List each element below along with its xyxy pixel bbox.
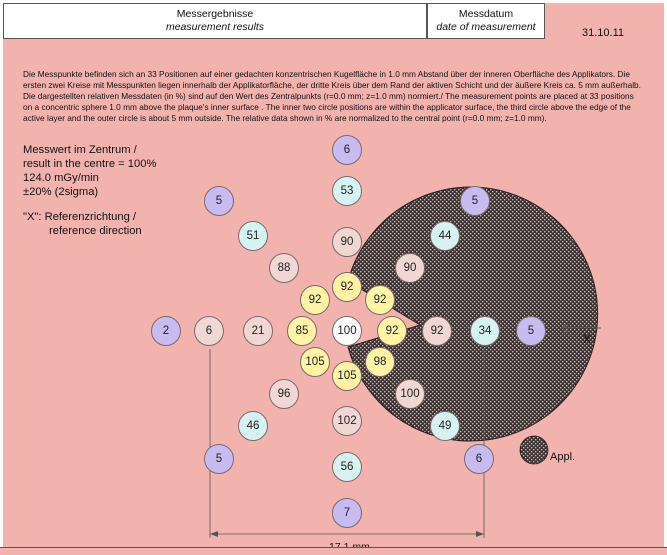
point-edge-n: 53 — [332, 176, 362, 206]
description-text: Die Messpunkte befinden sich an 33 Positionen auf einer gedachten konzentrischen Kugelfläche in 1.0 mm Abstand über der inneren Oberfläche des Applikators. Die ersten zwei Kreise mit Messpunkten liegen innerhalb der Applikatorfläche, der dritte Kreis über dem Rand der aktiven Schicht und der äußere Kreis ca. 5 mm außerhalb. Die dargestellten relativen Messdaten (in %) sind auf den Wert des Zentralpunkts (r=0.0 mm; z=1.0 mm) normiert./ The measurement points are placed at 33 positions on a concentric sphere 1.0 mm above the plaque's inner surface . The inner two circle positions are within the applicator surface, the third circle above the edge of the active layer and the outer circle is about 5 mm outside. The relative data shown in % are normalized to the central point (r=0.0 mm; z=1.0 mm). — [23, 69, 641, 123]
point-inner-w: 85 — [287, 316, 317, 346]
dimension-arrow-right — [476, 531, 484, 537]
reference-line-1: "X": Referenzrichtung / — [23, 211, 137, 223]
point-outer-e: 5 — [516, 316, 546, 346]
point-middle-w: 21 — [243, 316, 273, 346]
point-edge-ne: 44 — [430, 221, 460, 251]
date-value: 31.10.11 — [581, 27, 624, 39]
applicator-legend-label: Appl. — [550, 451, 576, 463]
point-inner-e: 92 — [377, 316, 407, 346]
point-inner-se: 98 — [365, 347, 395, 377]
point-center: 100 — [332, 316, 362, 346]
point-middle-s: 102 — [332, 406, 362, 436]
point-middle-se: 100 — [395, 379, 425, 409]
point-middle-nw: 88 — [269, 253, 299, 283]
info-line-3: 124.0 mGy/min — [23, 172, 99, 184]
date-title-en: date of measurement — [436, 21, 536, 33]
point-outer-nw: 5 — [204, 186, 234, 216]
results-title-de: Messergebnisse — [176, 8, 254, 20]
point-outer-se: 6 — [464, 444, 494, 474]
point-edge-w: 6 — [194, 316, 224, 346]
point-inner-s: 105 — [332, 361, 362, 391]
dimension-arrow-left — [210, 531, 218, 537]
point-edge-s: 56 — [332, 452, 362, 482]
point-outer-sw: 5 — [204, 444, 234, 474]
point-outer-s: 7 — [332, 498, 362, 528]
reference-line-2: reference direction — [49, 225, 142, 237]
point-outer-w: 2 — [151, 316, 181, 346]
measurement-sheet — [3, 3, 664, 551]
point-outer-n: 6 — [332, 135, 362, 165]
point-middle-sw: 96 — [269, 379, 299, 409]
applicator-shape — [348, 187, 598, 441]
info-line-2: result in the centre = 100% — [23, 158, 157, 170]
point-edge-sw: 46 — [238, 411, 268, 441]
applicator-legend-swatch — [520, 436, 548, 464]
point-edge-e: 34 — [470, 316, 500, 346]
reference-x-label: X — [583, 334, 591, 346]
date-title-de: Messdatum — [458, 8, 514, 20]
point-edge-nw: 51 — [238, 221, 268, 251]
point-middle-n: 90 — [332, 227, 362, 257]
point-inner-n: 92 — [332, 272, 362, 302]
results-title-en: measurement results — [165, 21, 265, 33]
point-edge-se: 49 — [430, 411, 460, 441]
point-inner-sw: 105 — [300, 347, 330, 377]
point-inner-ne: 92 — [365, 285, 395, 315]
info-line-1: Messwert im Zentrum / — [23, 144, 137, 156]
point-outer-ne: 5 — [460, 186, 490, 216]
point-middle-e: 92 — [422, 316, 452, 346]
point-middle-ne: 90 — [395, 253, 425, 283]
point-inner-nw: 92 — [300, 285, 330, 315]
info-line-4: ±20% (2sigma) — [23, 186, 99, 198]
